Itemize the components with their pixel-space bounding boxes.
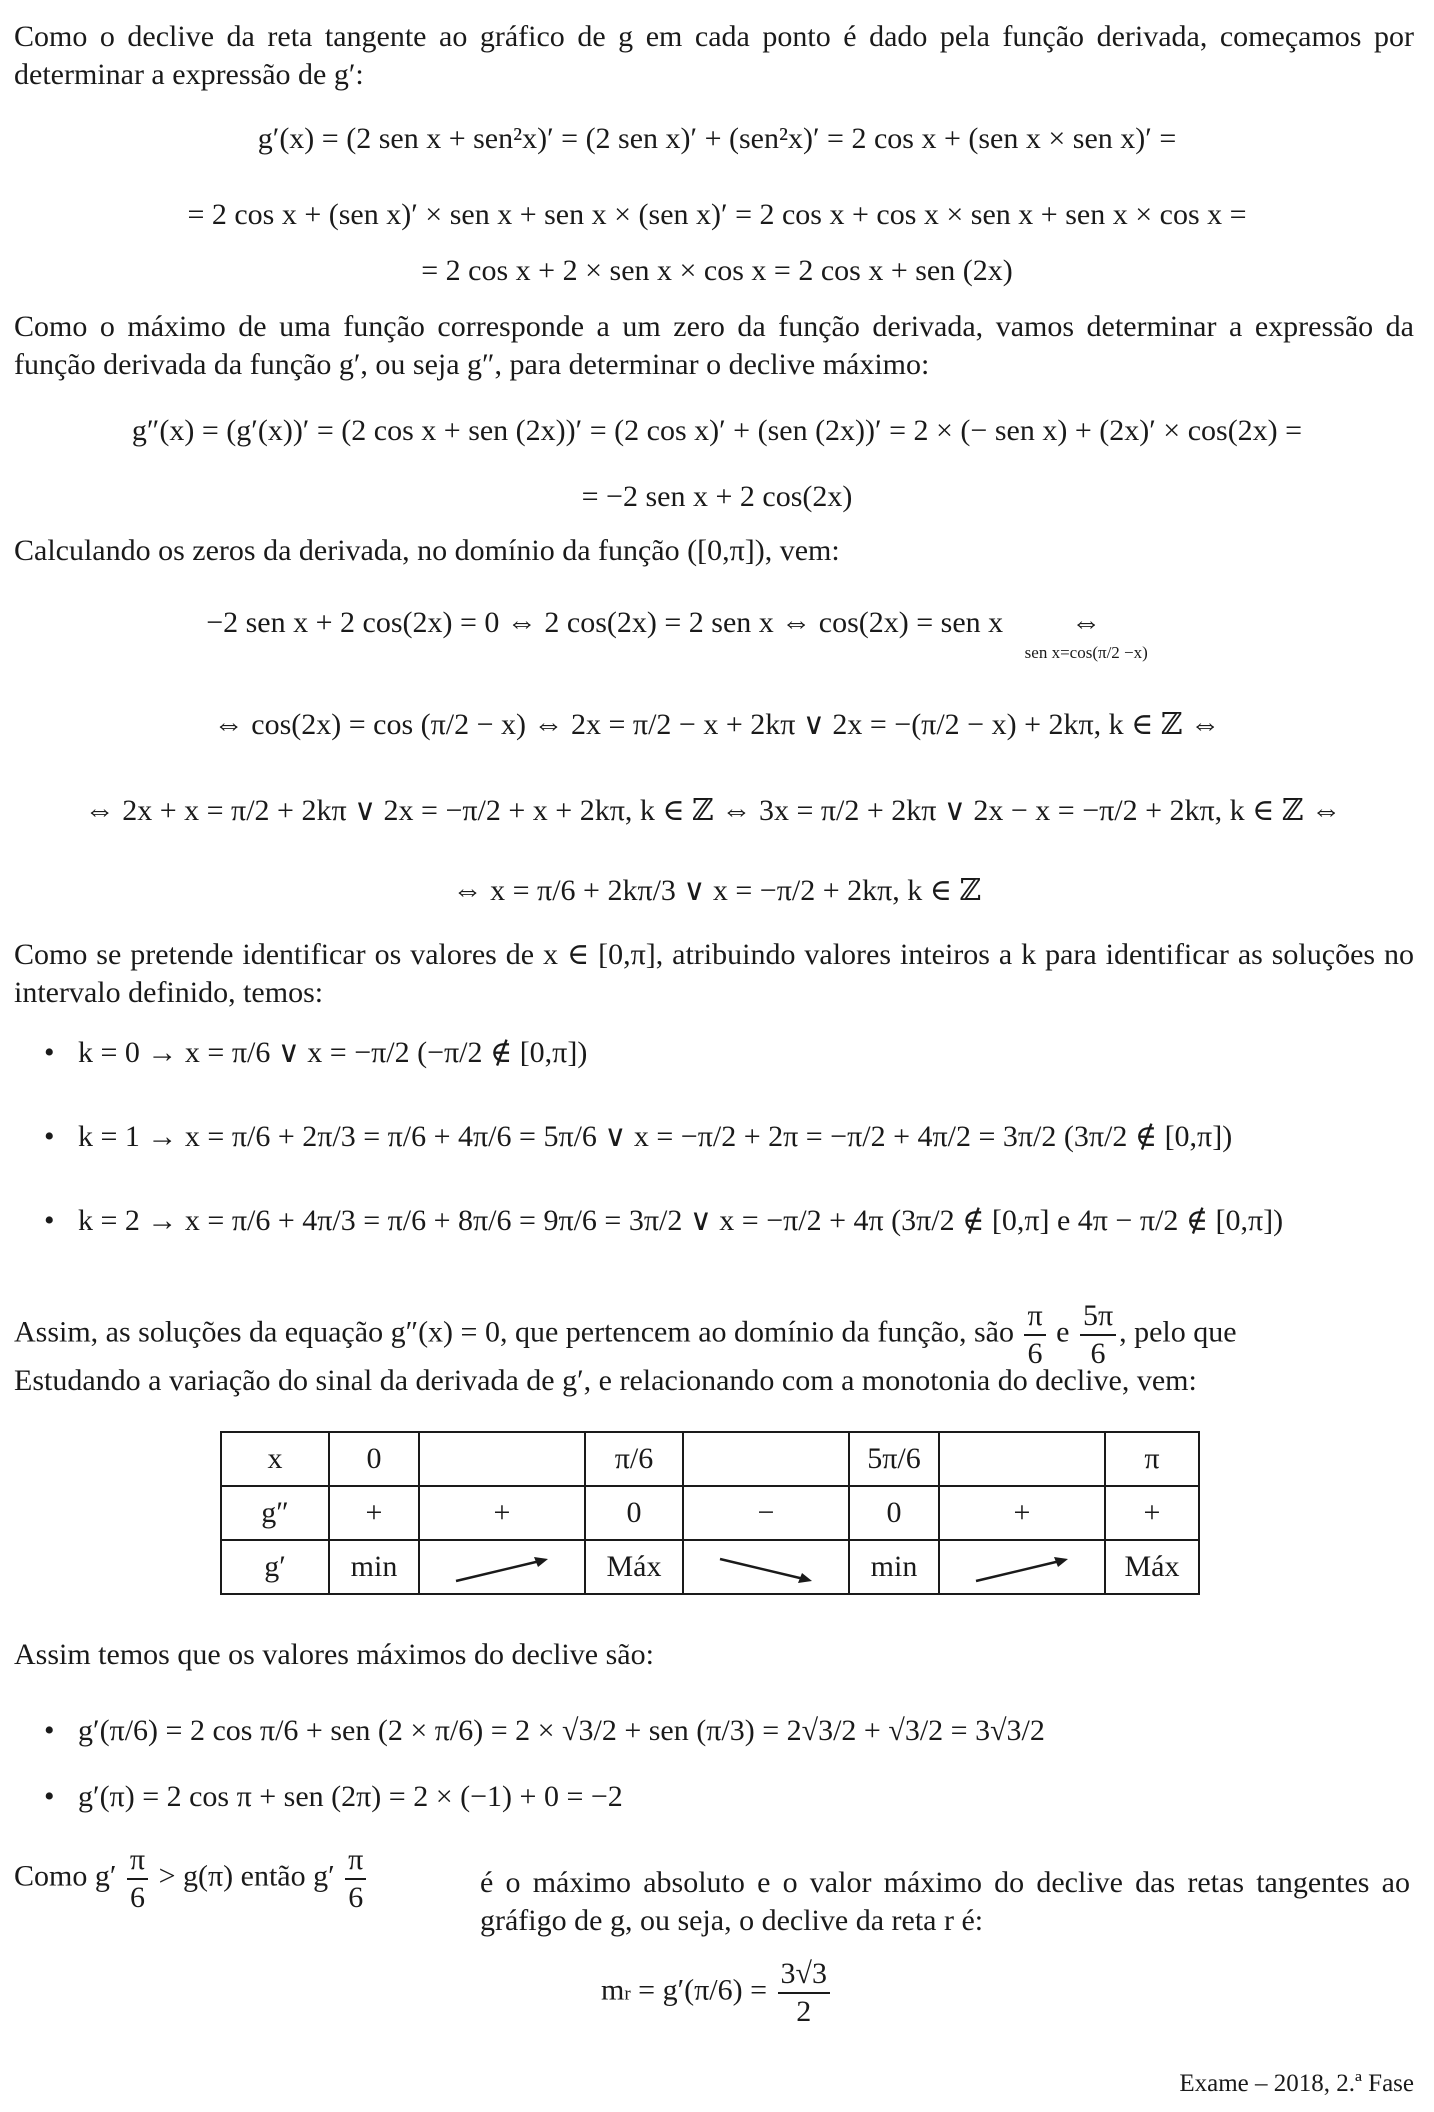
table-cell: 0 [585, 1486, 683, 1540]
max-value-pi-over-6: • g′(π/6) = 2 cos π/6 + sen (2 × π/6) = 2 × √3/2 + sen (π/3) = 2√3/2 + √3/2 = 3√3/2 [40, 1712, 1045, 1778]
table-row-x [221, 1432, 1199, 1486]
k-case-2: • k = 2 → x = π/6 + 4π/3 = π/6 + 8π/6 = 9π/6 = 3π/2 ∨ x = −π/2 + 4π (3π/2 ∉ [0,π] e 4π − π/2 ∉ [0,π]) [40, 1202, 1283, 1286]
solution-pi-over-6: $\frac{\pi}{6}$ [1024, 1300, 1045, 1369]
solutions-text: Assim, as soluções da equação g″(x) = 0, que pertencem ao domínio da função, são [14, 1315, 1014, 1349]
increasing-arrow-icon [972, 1553, 1072, 1585]
table-cell: min [329, 1540, 419, 1594]
conclusion-text-a: Como g′ [14, 1859, 117, 1893]
table-cell: x [221, 1432, 329, 1486]
equation-g-prime-2: = 2 cos x + (sen x)′ × sen x + sen x × (sen x)′ = 2 cos x + cos x × sen x + sen x × cos x = [187, 198, 1247, 231]
table-row-g-second [221, 1486, 1199, 1540]
conclusion-text-b: > g(π) então g′ [158, 1859, 335, 1893]
final-slope-rest: = g′(π/6) = [638, 1973, 768, 2007]
table-cell: 0 [329, 1432, 419, 1486]
equation-zeros-1 [0, 604, 1394, 663]
equation-zeros-2: ⇔ cos(2x) = cos (π/2 − x) ⇔ 2x = π/2 − x + 2kπ ∨ 2x = −(π/2 − x) + 2kπ, k ∈ ℤ ⇔ [213, 708, 1221, 741]
sign-table-wrapper [220, 1431, 1200, 1595]
table-cell [683, 1540, 849, 1594]
table-cell: + [939, 1486, 1105, 1540]
equiv-symbol: ⇔ [1071, 606, 1102, 639]
equation-zeros-1-note [1025, 604, 1148, 663]
equation-g-second-1: g″(x) = (g′(x))′ = (2 cos x + sen (2x))′ = (2 cos x)′ + (sen (2x))′ = 2 × (− sen x) + (2x)′ × cos(2x) = [131, 414, 1303, 447]
increasing-arrow-icon [452, 1553, 552, 1585]
intro-paragraph: Como o declive da reta tangente ao gráfico de g em cada ponto é dado pela função derivada, começamos por determinar a expressão de g′: [14, 20, 1414, 91]
table-cell: π [1105, 1432, 1199, 1486]
equation-g-prime-3: = 2 cos x + 2 × sen x × cos x = 2 cos x + sen (2x) [421, 254, 1013, 287]
table-cell: g″ [221, 1486, 329, 1540]
equation-zeros-1-main: −2 sen x + 2 cos(2x) = 0 ⇔ 2 cos(2x) = 2 sen x ⇔ cos(2x) = sen x [206, 606, 1004, 639]
slope-symbol: m [600, 1973, 625, 2007]
table-cell [419, 1540, 585, 1594]
k-case-1: • k = 1 → x = π/6 + 2π/3 = π/6 + 4π/6 = 5π/6 ∨ x = −π/2 + 2π = −π/2 + 4π/2 = 3π/2 (3π/2 ∉ [0,π]) [40, 1118, 1283, 1202]
table-row-g-prime [221, 1540, 1199, 1594]
max-values-list [40, 1712, 1045, 1824]
exam-source-footer: Exame – 2018, 2.ª Fase [1179, 2070, 1414, 2097]
final-slope-equation [0, 1958, 1434, 2027]
equation-zeros-3: ⇔ 2x + x = π/2 + 2kπ ∨ 2x = −π/2 + x + 2kπ, k ∈ ℤ ⇔ 3x = π/2 + 2kπ ∨ 2x − x = −π/2 + 2kπ, k ∈ ℤ ⇔ [84, 794, 1342, 827]
equation-g-prime-1: g′(x) = (2 sen x + sen²x)′ = (2 sen x)′ + (sen²x)′ = 2 cos x + (sen x × sen x)′ = [257, 122, 1177, 155]
final-slope-fraction: $\frac{3√3}{2}$ [778, 1958, 830, 2027]
max-values-paragraph: Assim temos que os valores máximos do declive são: [14, 1638, 654, 1671]
fraction-pi-over-6: $\frac{\pi}{6}$ [127, 1844, 148, 1913]
conclusion-paragraph-line2: é o máximo absoluto e o valor máximo do declive das retas tangentes ao gráfigo de g, ou seja, o declive da reta r é: [480, 1866, 1410, 1937]
table-cell [419, 1432, 585, 1486]
interval-paragraph: Como se pretende identificar os valores de x ∈ [0,π], atribuindo valores inteiros a k para identificar as soluções no intervalo definido, temos: [14, 938, 1414, 1009]
fraction-pi-over-6: $\frac{\pi}{6}$ [345, 1844, 366, 1913]
table-cell: g′ [221, 1540, 329, 1594]
sign-table [220, 1431, 1200, 1595]
table-cell: Máx [1105, 1540, 1199, 1594]
substitution-note: sen x=cos(π/2 −x) [1024, 642, 1148, 662]
k-case-0: • k = 0 → x = π/6 ∨ x = −π/2 (−π/2 ∉ [0,π]) [40, 1034, 1283, 1118]
table-cell: min [849, 1540, 939, 1594]
equation-zeros-4: ⇔ x = π/6 + 2kπ/3 ∨ x = −π/2 + 2kπ, k ∈ ℤ [452, 874, 982, 907]
table-cell: 5π/6 [849, 1432, 939, 1486]
table-cell: + [329, 1486, 419, 1540]
solutions-paragraph [14, 1300, 1414, 1369]
table-cell: Máx [585, 1540, 683, 1594]
max-value-pi: • g′(π) = 2 cos π + sen (2π) = 2 × (−1) + 0 = −2 [40, 1778, 1045, 1824]
solution-5pi-over-6: $\frac{5\pi}{6}$ [1080, 1300, 1116, 1369]
decreasing-arrow-icon [716, 1553, 816, 1585]
table-cell [939, 1540, 1105, 1594]
solutions-end: , pelo que [1119, 1315, 1237, 1349]
sign-study-paragraph: Estudando a variação do sinal da derivada de g′, e relacionando com a monotonia do declive, vem: [14, 1364, 1197, 1397]
table-cell: − [683, 1486, 849, 1540]
zeros-paragraph: Calculando os zeros da derivada, no domínio da função ([0,π]), vem: [14, 534, 840, 567]
second-derivative-paragraph: Como o máximo de uma função corresponde a um zero da função derivada, vamos determinar a expressão da função derivada da função g′, ou seja g″, para determinar o declive máximo: [14, 310, 1414, 381]
table-cell [683, 1432, 849, 1486]
table-cell [939, 1432, 1105, 1486]
k-cases-list [40, 1034, 1283, 1286]
table-cell: + [1105, 1486, 1199, 1540]
equation-g-second-2: = −2 sen x + 2 cos(2x) [581, 480, 853, 513]
slope-subscript: r [624, 1983, 631, 2005]
table-cell: π/6 [585, 1432, 683, 1486]
table-cell: + [419, 1486, 585, 1540]
solutions-and: e [1056, 1315, 1070, 1349]
table-cell: 0 [849, 1486, 939, 1540]
